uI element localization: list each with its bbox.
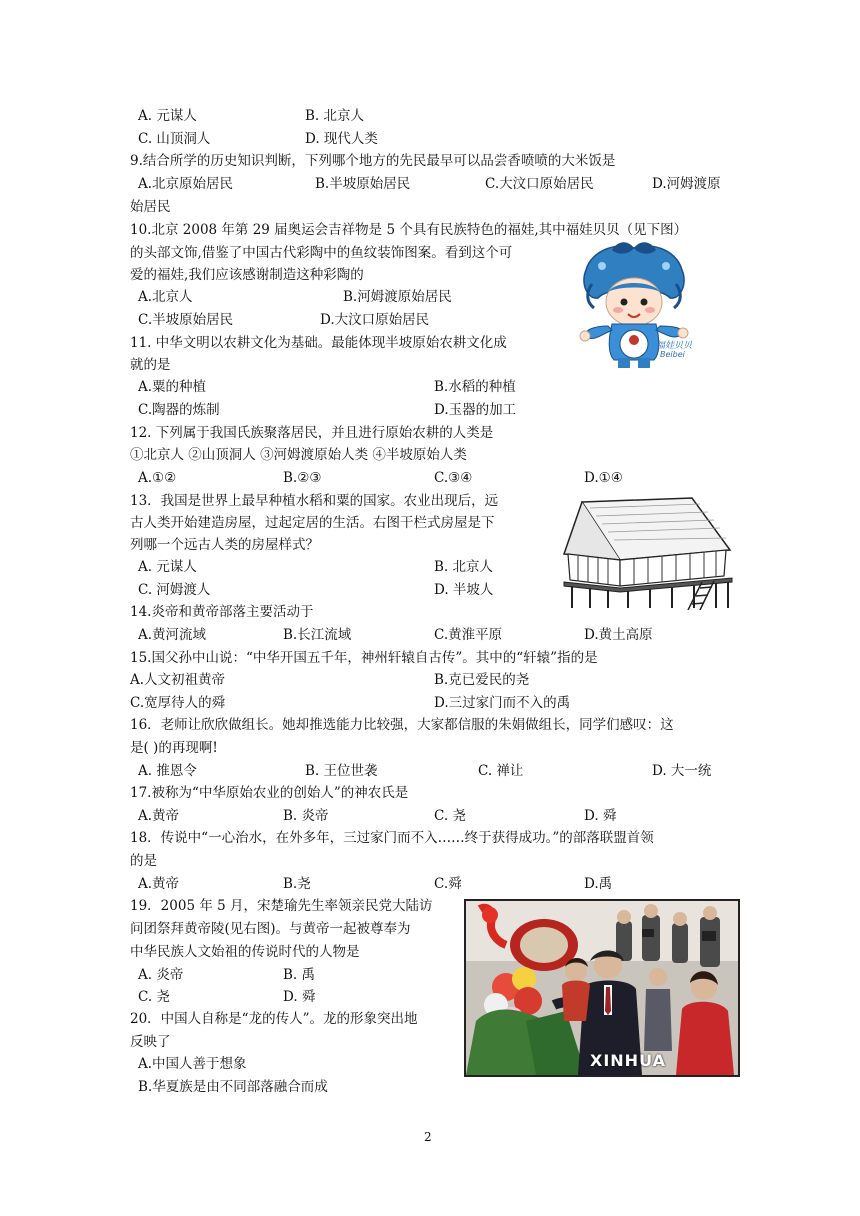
q20-option-b: B.华夏族是由不同部落融合而成 bbox=[138, 1079, 328, 1095]
q19-stem-2: 问团祭拜黄帝陵(见右图)。与黄帝一起被尊奉为 bbox=[130, 921, 411, 937]
q14-option-d: D.黄土高原 bbox=[584, 627, 653, 643]
q18-option-c: C.舜 bbox=[434, 876, 462, 892]
q12-stem: 12. 下列属于我国氏族聚落居民，并且进行原始农耕的人类是 bbox=[130, 425, 494, 441]
q12-items: ①北京人 ②山顶洞人 ③河姆渡原始人类 ④半坡原始人类 bbox=[130, 447, 467, 463]
q13-option-c: C. 河姆渡人 bbox=[138, 582, 211, 598]
q15-option-d: D.三过家门而不入的禹 bbox=[434, 695, 571, 711]
q10-stem-1: 10.北京 2008 年第 29 届奥运会吉祥物是 5 个具有民族特色的福娃,其中福娃贝贝（见下图） bbox=[130, 222, 688, 238]
q18-option-b: B.尧 bbox=[283, 876, 311, 892]
q19-option-b: B. 禹 bbox=[283, 967, 316, 983]
q18-stem-1: 18．传说中“一心治水，在外多年，三过家门而不入……终于获得成功。”的部落联盟首领 bbox=[130, 830, 654, 846]
q11-option-b: B.水稻的种植 bbox=[434, 379, 516, 395]
q17-option-a: A.黄帝 bbox=[138, 808, 180, 824]
beibei-mascot-image bbox=[572, 240, 696, 372]
q16-stem-1: 16．老师让欣欣做组长。她却推选能力比较强，大家都信服的朱娟做组长，同学们感叹：这 bbox=[130, 717, 674, 733]
q10-stem-3: 爱的福娃,我们应该感谢制造这种彩陶的 bbox=[130, 267, 364, 283]
q9-option-d-cont: 始居民 bbox=[130, 199, 171, 215]
q14-option-b: B.长江流域 bbox=[283, 627, 352, 643]
q16-option-d: D. 大一统 bbox=[652, 763, 712, 779]
q15-option-b: B.克已爱民的尧 bbox=[434, 672, 530, 688]
beibei-caption: 福娃贝贝 bbox=[656, 341, 693, 351]
q9-option-b: B.半坡原始居民 bbox=[315, 176, 411, 192]
q10-option-d: D.大汶口原始居民 bbox=[320, 312, 430, 328]
q14-stem: 14.炎帝和黄帝部落主要活动于 bbox=[130, 604, 314, 620]
q20-stem-2: 反映了 bbox=[130, 1034, 171, 1050]
q19-option-c: C. 尧 bbox=[138, 989, 170, 1005]
q16-option-b: B. 王位世袭 bbox=[305, 763, 378, 779]
q13-stem-2: 古人类开始建造房屋，过起定居的生活。右图干栏式房屋是下 bbox=[130, 515, 495, 531]
q13-option-a: A. 元谋人 bbox=[138, 559, 197, 575]
q20-option-a: A.中国人善于想象 bbox=[138, 1056, 247, 1072]
q11-stem-1: 11. 中华文明以农耕文化为基础。最能体现半坡原始农耕文化成 bbox=[130, 335, 507, 351]
q18-stem-2: 的是 bbox=[130, 853, 157, 869]
q17-stem: 17.被称为“中华原始农业的创始人”的神农氏是 bbox=[130, 785, 409, 801]
q8-option-a: A. 元谋人 bbox=[138, 108, 197, 124]
q15-option-c: C.宽厚待人的舜 bbox=[130, 695, 226, 711]
q10-option-c: C.半坡原始居民 bbox=[138, 312, 234, 328]
q11-option-a: A.粟的种植 bbox=[138, 379, 207, 395]
q15-stem: 15.国父孙中山说：“中华开国五千年，神州轩辕自古传”。其中的“轩辕”指的是 bbox=[130, 650, 598, 666]
q16-option-c: C. 禅让 bbox=[478, 763, 524, 779]
q17-option-c: C. 尧 bbox=[434, 808, 466, 824]
q10-option-b: B.河姆渡原始居民 bbox=[343, 289, 452, 305]
q16-option-a: A. 推恩令 bbox=[138, 763, 197, 779]
q19-option-d: D. 舜 bbox=[283, 989, 316, 1005]
q16-stem-2: 是( )的再现啊! bbox=[130, 740, 218, 756]
q9-option-a: A.北京原始居民 bbox=[138, 176, 234, 192]
q13-stem-1: 13．我国是世界上最早种植水稻和粟的国家。农业出现后，远 bbox=[130, 493, 499, 509]
q19-stem-1: 19．2005 年 5 月，宋楚瑜先生率领亲民党大陆访 bbox=[130, 898, 433, 914]
q15-option-a: A.人文初祖黄帝 bbox=[130, 672, 226, 688]
q17-option-b: B. 炎帝 bbox=[283, 808, 329, 824]
q13-stem-3: 列哪一个远古人类的房屋样式？ bbox=[130, 537, 319, 553]
q17-option-d: D. 舜 bbox=[584, 808, 617, 824]
q11-stem-2: 就的是 bbox=[130, 357, 171, 373]
xinhua-watermark: XINHUA bbox=[590, 1051, 666, 1070]
q19-option-a: A. 炎帝 bbox=[138, 967, 184, 983]
q14-option-a: A.黄河流域 bbox=[138, 627, 207, 643]
q11-option-c: C.陶器的炼制 bbox=[138, 402, 220, 418]
page-number: 2 bbox=[424, 1130, 432, 1144]
q12-option-d: D.①④ bbox=[584, 470, 623, 486]
q10-stem-2: 的头部文饰,借鉴了中国古代彩陶中的鱼纹装饰图案。看到这个可 bbox=[130, 245, 513, 261]
stilt-house-image bbox=[560, 494, 736, 610]
q12-option-b: B.②③ bbox=[283, 470, 322, 486]
q9-option-c: C.大汶口原始居民 bbox=[485, 176, 594, 192]
q11-option-d: D.玉器的加工 bbox=[434, 402, 517, 418]
q18-option-d: D.禹 bbox=[584, 876, 613, 892]
q20-stem-1: 20．中国人自称是“龙的传人”。龙的形象突出地 bbox=[130, 1011, 418, 1027]
q10-option-a: A.北京人 bbox=[138, 289, 193, 305]
q13-option-b: B. 北京人 bbox=[434, 559, 494, 575]
q9-option-d: D.河姆渡原 bbox=[652, 176, 721, 192]
q13-option-d: D. 半坡人 bbox=[434, 582, 494, 598]
q8-option-b: B. 北京人 bbox=[305, 108, 365, 124]
q14-option-c: C.黄淮平原 bbox=[434, 627, 503, 643]
q12-option-c: C.③④ bbox=[434, 470, 473, 486]
q9-stem: 9.结合所学的历史知识判断，下列哪个地方的先民最早可以品尝香喷喷的大米饭是 bbox=[130, 153, 616, 169]
q8-option-c: C. 山顶洞人 bbox=[138, 131, 211, 147]
beibei-caption-en: Beibei bbox=[660, 350, 685, 359]
q18-option-a: A.黄帝 bbox=[138, 876, 180, 892]
huangdi-ceremony-photo bbox=[464, 899, 740, 1077]
q8-option-d: D. 现代人类 bbox=[305, 131, 378, 147]
q19-stem-3: 中华民族人文始祖的传说时代的人物是 bbox=[130, 944, 360, 960]
q12-option-a: A.①② bbox=[138, 470, 177, 486]
